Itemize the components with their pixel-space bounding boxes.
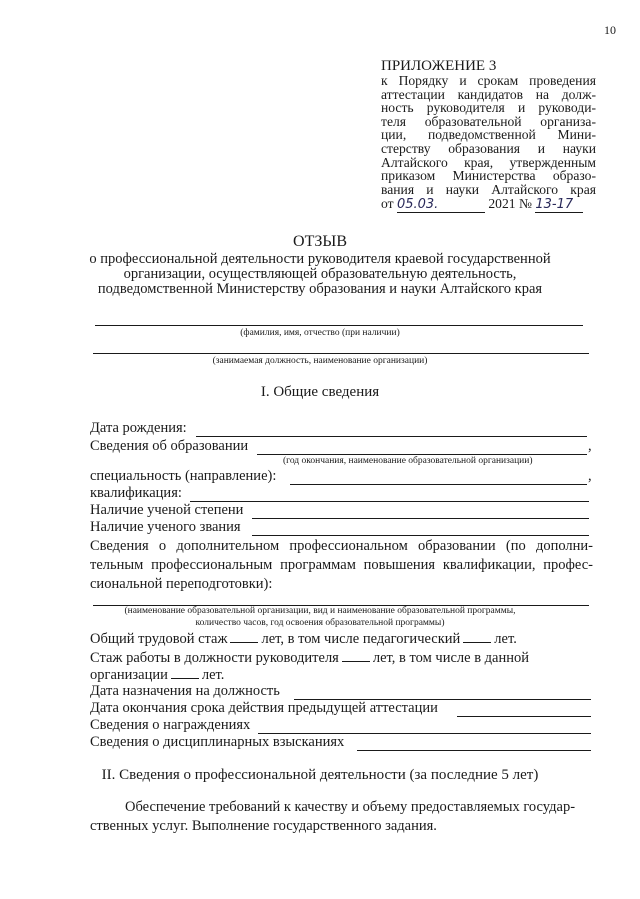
specialty-line: [290, 484, 587, 485]
appendix-line: стерству образования и науки: [381, 140, 596, 156]
education-label: Сведения об образовании: [90, 438, 249, 454]
education-line: [257, 454, 587, 455]
work-exp-end: лет.: [494, 631, 517, 647]
position-line: [93, 353, 589, 354]
appendix-block: [381, 58, 596, 213]
appendix-line: ность руководителя и руководи-: [381, 100, 596, 116]
birth-date-line: [196, 436, 587, 437]
disciplinary-line: [357, 750, 591, 751]
org-exp-label: организации: [90, 667, 168, 683]
handwritten-date: 05.03.: [396, 197, 439, 213]
position-caption: (занимаемая должность, наименование организации): [212, 356, 428, 366]
disciplinary-label: Сведения о дисциплинарных взысканиях: [90, 734, 345, 750]
appendix-line: теля образовательной организа-: [381, 113, 596, 129]
subtitle-line: о профессиональной деятельности руководителя краевой государственной: [89, 251, 551, 267]
appointment-date-label: Дата назначения на должность: [90, 683, 280, 699]
additional-education-line: тельным профессиональным программам повышения квалификации, профес-: [90, 557, 593, 573]
specialty-label: специальность (направление):: [90, 468, 277, 484]
pedagogical-exp-blank: [463, 630, 491, 643]
section-1-title: I. Общие сведения: [260, 384, 380, 400]
academic-title-label: Наличие ученого звания: [90, 519, 241, 535]
subtitle-line: подведомственной Министерству образования и науки Алтайского края: [97, 281, 543, 297]
qualification-label: квалификация:: [90, 485, 182, 501]
year-and-number-sign: 2021 №: [488, 196, 532, 212]
page-number: 10: [604, 23, 616, 37]
qualification-line: [190, 501, 589, 502]
mgr-exp-text: лет, в том числе в данной: [372, 650, 530, 666]
org-exp-end: лет.: [201, 667, 225, 683]
appendix-line: Алтайского края, утвержденным: [381, 154, 596, 170]
order-number-field: [535, 196, 583, 213]
mgr-exp-label: Стаж работы в должности руководителя: [90, 650, 339, 666]
mgr-exp-blank: [342, 649, 370, 662]
fio-line: [95, 325, 583, 326]
work-exp-blank: [230, 630, 258, 643]
section-2-paragraph-line: Обеспечение требований к качеству и объему предоставляемых государ-: [125, 799, 576, 815]
manager-experience-row: [90, 649, 529, 667]
appendix-line: к Порядку и срокам проведения: [381, 73, 596, 88]
subtitle-line: организации, осуществляющей образовательную деятельность,: [123, 266, 517, 282]
appendix-date-line: [381, 196, 596, 213]
fio-caption: (фамилия, имя, отчество (при наличии): [240, 328, 400, 338]
appendix-line: приказом Министерства образо-: [381, 168, 596, 184]
attestation-end-label: Дата окончания срока действия предыдущей аттестации: [90, 700, 438, 716]
document-title: ОТЗЫВ: [293, 233, 347, 250]
academic-title-line: [252, 535, 589, 536]
date-field: [397, 196, 485, 213]
appendix-line: аттестации кандидатов на долж-: [381, 86, 596, 102]
work-exp-text: лет, в том числе педагогический: [261, 631, 461, 647]
degree-line: [252, 518, 589, 519]
additional-caption-1: (наименование образовательной организации, вид и наименование образовательной программы,: [124, 606, 516, 616]
work-exp-label: Общий трудовой стаж: [90, 631, 228, 647]
additional-education-line: Сведения о дополнительном профессиональном образовании (по дополни-: [90, 538, 593, 554]
attestation-end-line: [457, 716, 591, 717]
work-experience-row: [90, 630, 517, 648]
birth-date-label: Дата рождения:: [90, 420, 187, 436]
section-2-paragraph-line: ственных услуг. Выполнение государственного задания.: [90, 818, 437, 834]
date-prefix: от: [381, 196, 394, 212]
additional-education-line: сиональной переподготовки):: [90, 576, 273, 592]
appendix-heading: ПРИЛОЖЕНИЕ 3: [381, 58, 497, 74]
awards-label: Сведения о награждениях: [90, 717, 251, 733]
comma: ,: [588, 468, 592, 484]
degree-label: Наличие ученой степени: [90, 502, 244, 518]
appendix-line: вания и науки Алтайского края: [381, 181, 596, 197]
section-2-title: II. Сведения о профессиональной деятельности (за последние 5 лет): [101, 767, 539, 783]
comma: ,: [588, 438, 592, 454]
additional-caption-2: количество часов, год освоения образовательной программы): [195, 618, 445, 628]
org-exp-blank: [171, 666, 199, 679]
appendix-line: ции, подведомственной Мини-: [381, 127, 596, 143]
handwritten-number: 13-17: [535, 197, 574, 213]
education-caption: (год окончания, наименование образовательной организации): [283, 456, 533, 466]
org-experience-row: [90, 666, 224, 684]
